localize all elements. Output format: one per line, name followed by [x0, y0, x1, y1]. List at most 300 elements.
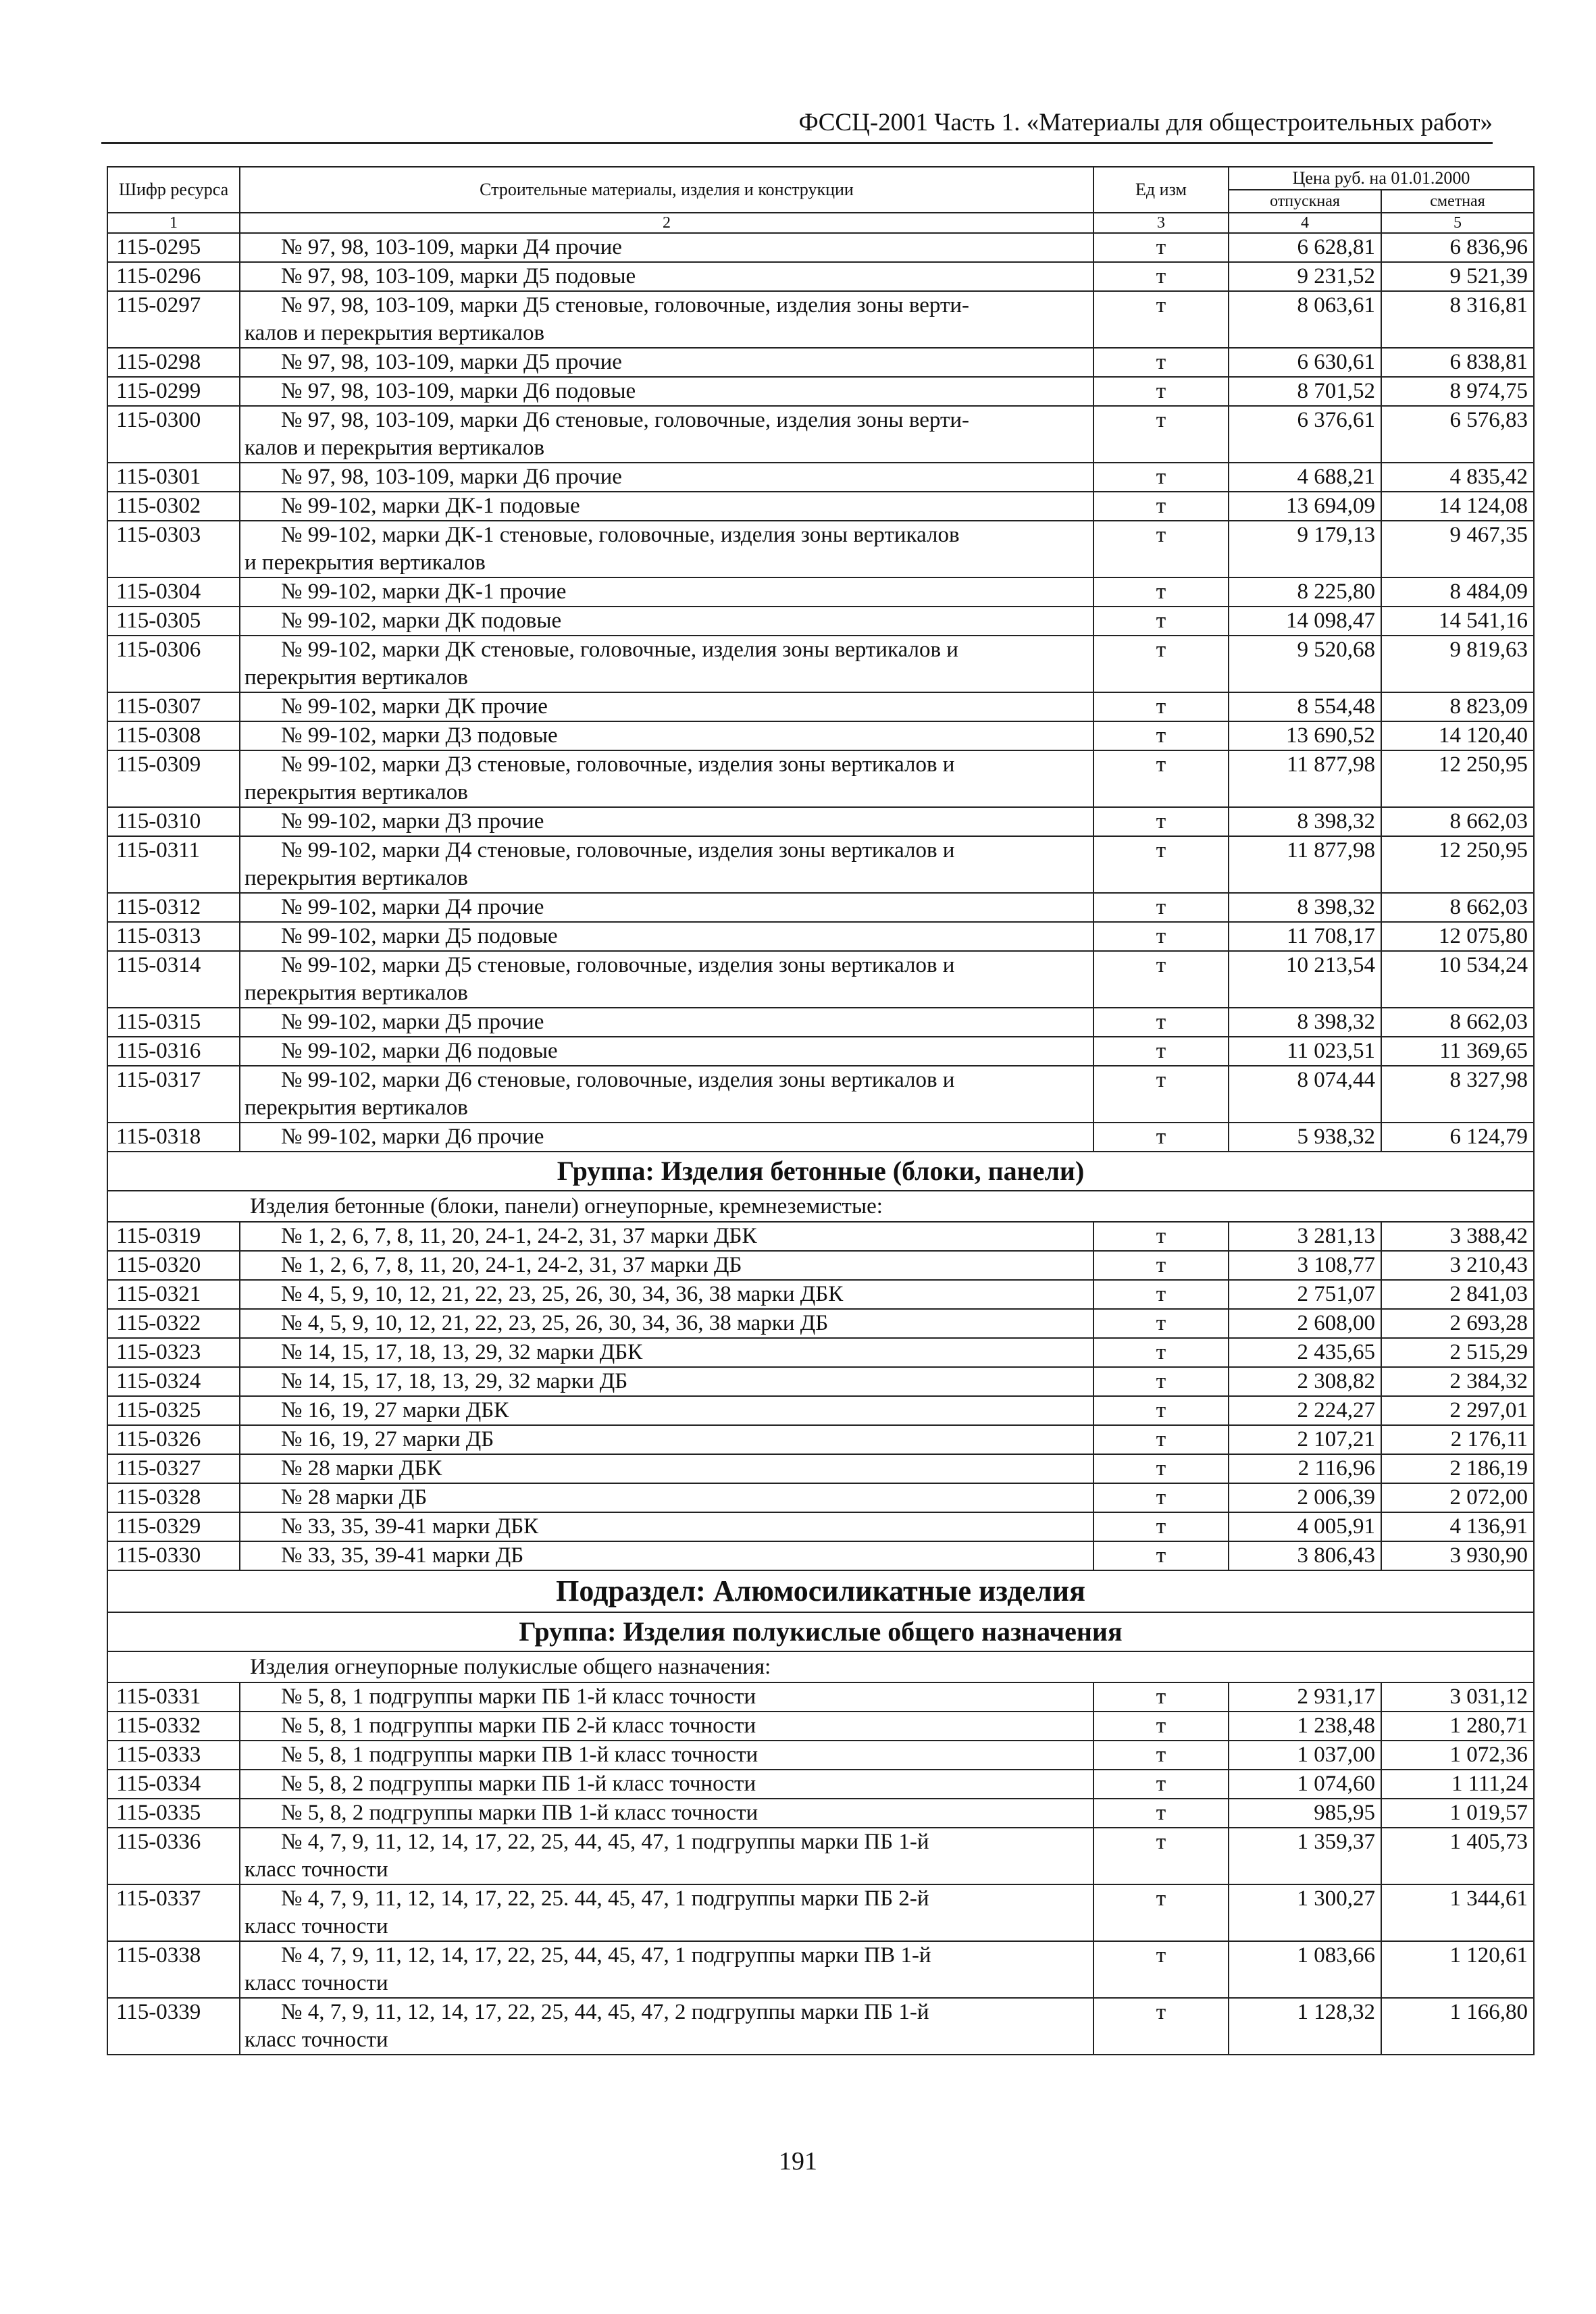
resource-name-line: № 99-102, марки ДК-1 подовые [281, 494, 580, 518]
page-number: 191 [779, 2147, 817, 2176]
resource-name-line: № 97, 98, 103-109, марки Д6 стеновые, головочные, изделия зоны верти- [281, 408, 970, 432]
section-heading: Подраздел: Алюмосиликатные изделия [107, 1570, 1534, 1612]
table-row [107, 807, 1534, 836]
unit: т [1093, 807, 1229, 836]
unit: т [1093, 692, 1229, 721]
resource-name-line: № 4, 7, 9, 11, 12, 14, 17, 22, 25, 44, 45, 47, 1 подгруппы марки ПБ 1-й [281, 1830, 929, 1854]
estimate-price: 12 075,80 [1381, 922, 1534, 951]
resource-code: 115-0296 [107, 262, 240, 291]
resource-name-line: № 99-102, марки Д6 стеновые, головочные, изделия зоны вертикалов и [281, 1068, 955, 1092]
table-row [107, 1941, 1534, 1998]
table-row [107, 1222, 1534, 1251]
table-row [107, 1828, 1534, 1884]
estimate-price: 3 930,90 [1381, 1541, 1534, 1570]
unit: т [1093, 1425, 1229, 1454]
estimate-price: 14 120,40 [1381, 721, 1534, 750]
release-price: 6 630,61 [1229, 348, 1381, 377]
resource-name [240, 951, 1093, 1008]
resource-name [240, 262, 1093, 291]
resource-code: 115-0337 [107, 1884, 240, 1941]
table-row [107, 1066, 1534, 1123]
release-price: 2 308,82 [1229, 1367, 1381, 1396]
resource-name [240, 1425, 1093, 1454]
table-row [107, 348, 1534, 377]
resource-code: 115-0303 [107, 521, 240, 577]
resource-name [240, 348, 1093, 377]
resource-code: 115-0302 [107, 492, 240, 521]
resource-name-line: № 97, 98, 103-109, марки Д4 прочие [281, 235, 622, 259]
table-row [107, 577, 1534, 607]
table-row [107, 1799, 1534, 1828]
resource-name-line: № 4, 7, 9, 11, 12, 14, 17, 22, 25. 44, 45, 47, 1 подгруппы марки ПБ 2-й [281, 1886, 929, 1911]
release-price: 6 628,81 [1229, 233, 1381, 262]
unit: т [1093, 1251, 1229, 1280]
estimate-price: 2 841,03 [1381, 1280, 1534, 1309]
release-price: 1 128,32 [1229, 1998, 1381, 2055]
unit: т [1093, 1541, 1229, 1570]
resource-name-continuation: класс точности [244, 1857, 388, 1882]
unit: т [1093, 1066, 1229, 1123]
resource-name-line: № 99-102, марки Д5 стеновые, головочные, изделия зоны вертикалов и [281, 953, 955, 977]
estimate-price: 2 693,28 [1381, 1309, 1534, 1338]
unit: т [1093, 1309, 1229, 1338]
resource-name-continuation: перекрытия вертикалов [244, 866, 468, 890]
resource-code: 115-0322 [107, 1309, 240, 1338]
estimate-price: 8 316,81 [1381, 291, 1534, 348]
unit: т [1093, 607, 1229, 636]
resource-name-line: № 16, 19, 27 марки ДБК [281, 1398, 509, 1422]
table-header [107, 167, 1534, 233]
unit: т [1093, 836, 1229, 893]
column-number: 3 [1093, 213, 1229, 233]
release-price: 1 074,60 [1229, 1770, 1381, 1799]
resource-code: 115-0300 [107, 406, 240, 463]
unit: т [1093, 1483, 1229, 1512]
header-unit: Ед изм [1093, 167, 1229, 213]
unit: т [1093, 521, 1229, 577]
table-row [107, 1712, 1534, 1741]
table-row [107, 1037, 1534, 1066]
resource-name-line: № 14, 15, 17, 18, 13, 29, 32 марки ДБК [281, 1340, 643, 1364]
resource-code: 115-0334 [107, 1770, 240, 1799]
estimate-price: 1 019,57 [1381, 1799, 1534, 1828]
release-price: 13 690,52 [1229, 721, 1381, 750]
unit: т [1093, 951, 1229, 1008]
table-row [107, 1280, 1534, 1309]
estimate-price: 9 467,35 [1381, 521, 1534, 577]
estimate-price: 3 210,43 [1381, 1251, 1534, 1280]
resource-name-line: № 97, 98, 103-109, марки Д6 прочие [281, 465, 622, 489]
table-row [107, 721, 1534, 750]
table-row [107, 922, 1534, 951]
resource-name [240, 521, 1093, 577]
resource-name [240, 1712, 1093, 1741]
resource-name [240, 233, 1093, 262]
resource-name-line: № 99-102, марки ДК-1 стеновые, головочные, изделия зоны вертикалов [281, 523, 960, 547]
resource-name [240, 721, 1093, 750]
unit: т [1093, 1682, 1229, 1712]
table-row [107, 521, 1534, 577]
estimate-price: 9 521,39 [1381, 262, 1534, 291]
release-price: 1 037,00 [1229, 1741, 1381, 1770]
estimate-price: 8 662,03 [1381, 893, 1534, 922]
release-price: 11 023,51 [1229, 1037, 1381, 1066]
resource-code: 115-0298 [107, 348, 240, 377]
resource-code: 115-0327 [107, 1454, 240, 1483]
unit: т [1093, 1367, 1229, 1396]
table-row [107, 291, 1534, 348]
unit: т [1093, 377, 1229, 406]
resource-name [240, 692, 1093, 721]
table-row [107, 636, 1534, 692]
table-row [107, 463, 1534, 492]
table-body [107, 233, 1534, 2055]
release-price: 2 107,21 [1229, 1425, 1381, 1454]
resource-name [240, 636, 1093, 692]
resource-code: 115-0325 [107, 1396, 240, 1425]
unit: т [1093, 1454, 1229, 1483]
resource-code: 115-0301 [107, 463, 240, 492]
estimate-price: 4 136,91 [1381, 1512, 1534, 1541]
resource-code: 115-0324 [107, 1367, 240, 1396]
resource-code: 115-0329 [107, 1512, 240, 1541]
unit: т [1093, 750, 1229, 807]
table-row [107, 1884, 1534, 1941]
resource-name [240, 893, 1093, 922]
resource-code: 115-0310 [107, 807, 240, 836]
resource-name [240, 577, 1093, 607]
resource-code: 115-0305 [107, 607, 240, 636]
estimate-price: 9 819,63 [1381, 636, 1534, 692]
unit: т [1093, 922, 1229, 951]
resource-name-line: № 4, 7, 9, 11, 12, 14, 17, 22, 25, 44, 45, 47, 1 подгруппы марки ПВ 1-й [281, 1943, 931, 1968]
resource-name [240, 1037, 1093, 1066]
resource-code: 115-0308 [107, 721, 240, 750]
resource-name [240, 1770, 1093, 1799]
resource-name-line: № 4, 7, 9, 11, 12, 14, 17, 22, 25, 44, 45, 47, 2 подгруппы марки ПБ 1-й [281, 2000, 929, 2024]
resource-name-line: № 4, 5, 9, 10, 12, 21, 22, 23, 25, 26, 30, 34, 36, 38 марки ДБ [281, 1311, 829, 1335]
estimate-price: 1 166,80 [1381, 1998, 1534, 2055]
resource-name-line: № 14, 15, 17, 18, 13, 29, 32 марки ДБ [281, 1369, 628, 1393]
table-row [107, 750, 1534, 807]
resource-code: 115-0318 [107, 1123, 240, 1152]
resource-name-continuation: и перекрытия вертикалов [244, 550, 486, 575]
group-heading-row [107, 1152, 1534, 1191]
resource-code: 115-0320 [107, 1251, 240, 1280]
table-row [107, 406, 1534, 463]
estimate-price: 8 974,75 [1381, 377, 1534, 406]
resource-name-line: № 5, 8, 2 подгруппы марки ПВ 1-й класс точности [281, 1801, 758, 1825]
estimate-price: 8 823,09 [1381, 692, 1534, 721]
page-header: ФССЦ-2001 Часть 1. «Материалы для общестроительных работ» [101, 108, 1493, 144]
release-price: 8 074,44 [1229, 1066, 1381, 1123]
group-heading: Группа: Изделия полукислые общего назначения [107, 1612, 1534, 1651]
release-price: 8 398,32 [1229, 893, 1381, 922]
resource-name-line: № 5, 8, 1 подгруппы марки ПБ 2-й класс точности [281, 1714, 756, 1738]
unit: т [1093, 1712, 1229, 1741]
resource-code: 115-0295 [107, 233, 240, 262]
unit: т [1093, 1941, 1229, 1998]
resource-name [240, 1367, 1093, 1396]
resource-name [240, 291, 1093, 348]
estimate-price: 12 250,95 [1381, 836, 1534, 893]
unit: т [1093, 1008, 1229, 1037]
resource-code: 115-0328 [107, 1483, 240, 1512]
release-price: 9 179,13 [1229, 521, 1381, 577]
resource-name-line: № 5, 8, 1 подгруппы марки ПБ 1-й класс точности [281, 1685, 756, 1709]
resource-code: 115-0315 [107, 1008, 240, 1037]
group-note-row [107, 1191, 1534, 1222]
table-row [107, 1483, 1534, 1512]
resource-code: 115-0332 [107, 1712, 240, 1741]
unit: т [1093, 406, 1229, 463]
estimate-price: 14 124,08 [1381, 492, 1534, 521]
resource-code: 115-0309 [107, 750, 240, 807]
resource-name [240, 807, 1093, 836]
unit: т [1093, 1037, 1229, 1066]
resource-name-continuation: перекрытия вертикалов [244, 780, 468, 804]
resource-code: 115-0330 [107, 1541, 240, 1570]
resource-name [240, 1998, 1093, 2055]
resource-name [240, 463, 1093, 492]
estimate-price: 1 405,73 [1381, 1828, 1534, 1884]
resource-name-continuation: класс точности [244, 1914, 388, 1938]
unit: т [1093, 721, 1229, 750]
column-number: 4 [1229, 213, 1381, 233]
resource-code: 115-0336 [107, 1828, 240, 1884]
release-price: 1 083,66 [1229, 1941, 1381, 1998]
release-price: 10 213,54 [1229, 951, 1381, 1008]
release-price: 3 806,43 [1229, 1541, 1381, 1570]
table-row [107, 1425, 1534, 1454]
resource-name [240, 1884, 1093, 1941]
resource-name-line: № 5, 8, 2 подгруппы марки ПБ 1-й класс точности [281, 1772, 756, 1796]
unit: т [1093, 1222, 1229, 1251]
resource-name [240, 1338, 1093, 1367]
estimate-price: 3 031,12 [1381, 1682, 1534, 1712]
unit: т [1093, 1741, 1229, 1770]
resource-name-line: № 1, 2, 6, 7, 8, 11, 20, 24-1, 24-2, 31, 37 марки ДБ [281, 1253, 742, 1277]
release-price: 9 520,68 [1229, 636, 1381, 692]
table-row [107, 1512, 1534, 1541]
resource-name [240, 1541, 1093, 1570]
header-code: Шифр ресурса [107, 167, 240, 213]
unit: т [1093, 463, 1229, 492]
resource-code: 115-0339 [107, 1998, 240, 2055]
estimate-price: 10 534,24 [1381, 951, 1534, 1008]
column-number: 5 [1381, 213, 1534, 233]
resource-name [240, 406, 1093, 463]
estimate-price: 4 835,42 [1381, 463, 1534, 492]
resource-name [240, 750, 1093, 807]
resource-code: 115-0333 [107, 1741, 240, 1770]
resource-name-line: № 99-102, марки Д5 прочие [281, 1010, 544, 1034]
table-row [107, 1367, 1534, 1396]
resource-name-line: № 28 марки ДБК [281, 1456, 442, 1481]
column-number: 2 [240, 213, 1093, 233]
release-price: 8 398,32 [1229, 1008, 1381, 1037]
resource-code: 115-0326 [107, 1425, 240, 1454]
table-row [107, 893, 1534, 922]
resource-name-line: № 99-102, марки Д6 прочие [281, 1125, 544, 1149]
estimate-price: 12 250,95 [1381, 750, 1534, 807]
unit: т [1093, 577, 1229, 607]
estimate-price: 3 388,42 [1381, 1222, 1534, 1251]
resource-name [240, 1828, 1093, 1884]
resource-name-line: № 1, 2, 6, 7, 8, 11, 20, 24-1, 24-2, 31, 37 марки ДБК [281, 1224, 757, 1248]
table-row [107, 1338, 1534, 1367]
release-price: 2 608,00 [1229, 1309, 1381, 1338]
resource-name-line: № 97, 98, 103-109, марки Д5 стеновые, головочные, изделия зоны верти- [281, 293, 970, 317]
resource-name-line: № 28 марки ДБ [281, 1485, 428, 1510]
table-row [107, 1396, 1534, 1425]
unit: т [1093, 1512, 1229, 1541]
unit: т [1093, 1799, 1229, 1828]
resource-name-line: № 33, 35, 39-41 марки ДБ [281, 1543, 524, 1568]
resource-name [240, 1454, 1093, 1483]
estimate-price: 2 515,29 [1381, 1338, 1534, 1367]
resource-name [240, 1941, 1093, 1998]
estimate-price: 6 838,81 [1381, 348, 1534, 377]
release-price: 1 359,37 [1229, 1828, 1381, 1884]
estimate-price: 1 120,61 [1381, 1941, 1534, 1998]
resource-name-continuation: перекрытия вертикалов [244, 981, 468, 1005]
estimate-price: 8 662,03 [1381, 807, 1534, 836]
unit: т [1093, 262, 1229, 291]
estimate-price: 1 344,61 [1381, 1884, 1534, 1941]
resource-code: 115-0307 [107, 692, 240, 721]
estimate-price: 6 124,79 [1381, 1123, 1534, 1152]
resource-name-line: № 99-102, марки ДК стеновые, головочные, изделия зоны вертикалов и [281, 638, 958, 662]
resource-code: 115-0299 [107, 377, 240, 406]
resource-code: 115-0297 [107, 291, 240, 348]
table-row [107, 1008, 1534, 1037]
resource-name [240, 1682, 1093, 1712]
table-row [107, 692, 1534, 721]
section-heading-row [107, 1570, 1534, 1612]
resource-name [240, 922, 1093, 951]
estimate-price: 1 072,36 [1381, 1741, 1534, 1770]
table-row [107, 377, 1534, 406]
resource-name-continuation: класс точности [244, 2028, 388, 2052]
release-price: 11 708,17 [1229, 922, 1381, 951]
release-price: 8 063,61 [1229, 291, 1381, 348]
resource-name-line: № 99-102, марки Д3 прочие [281, 809, 544, 833]
resource-name-continuation: калов и перекрытия вертикалов [244, 321, 545, 345]
unit: т [1093, 1770, 1229, 1799]
release-price: 11 877,98 [1229, 836, 1381, 893]
estimate-price: 2 072,00 [1381, 1483, 1534, 1512]
resource-code: 115-0314 [107, 951, 240, 1008]
estimate-price: 8 327,98 [1381, 1066, 1534, 1123]
release-price: 5 938,32 [1229, 1123, 1381, 1152]
estimate-price: 6 836,96 [1381, 233, 1534, 262]
resource-name-line: № 99-102, марки Д4 стеновые, головочные, изделия зоны вертикалов и [281, 838, 955, 863]
resource-name [240, 836, 1093, 893]
resource-name-line: № 99-102, марки ДК подовые [281, 609, 562, 633]
resource-code: 115-0331 [107, 1682, 240, 1712]
resource-name [240, 607, 1093, 636]
estimate-price: 2 186,19 [1381, 1454, 1534, 1483]
table-row [107, 951, 1534, 1008]
unit: т [1093, 1998, 1229, 2055]
resource-code: 115-0338 [107, 1941, 240, 1998]
resource-name-line: № 16, 19, 27 марки ДБ [281, 1427, 494, 1451]
release-price: 9 231,52 [1229, 262, 1381, 291]
release-price: 8 398,32 [1229, 807, 1381, 836]
release-price: 2 006,39 [1229, 1483, 1381, 1512]
resource-name [240, 1066, 1093, 1123]
resource-code: 115-0321 [107, 1280, 240, 1309]
resource-code: 115-0317 [107, 1066, 240, 1123]
resource-name-line: № 97, 98, 103-109, марки Д5 подовые [281, 264, 636, 288]
header-price: Цена руб. на 01.01.2000 [1229, 167, 1534, 190]
resource-name-line: № 5, 8, 1 подгруппы марки ПВ 1-й класс точности [281, 1743, 758, 1767]
group-heading: Группа: Изделия бетонные (блоки, панели) [107, 1152, 1534, 1191]
resource-name-line: № 99-102, марки Д6 подовые [281, 1039, 558, 1063]
resource-code: 115-0313 [107, 922, 240, 951]
estimate-price: 2 176,11 [1381, 1425, 1534, 1454]
release-price: 3 108,77 [1229, 1251, 1381, 1280]
estimate-price: 2 384,32 [1381, 1367, 1534, 1396]
estimate-price: 1 280,71 [1381, 1712, 1534, 1741]
table-row [107, 233, 1534, 262]
unit: т [1093, 1280, 1229, 1309]
table-row [107, 1309, 1534, 1338]
table-row [107, 1998, 1534, 2055]
resource-name [240, 1123, 1093, 1152]
resource-name [240, 1222, 1093, 1251]
resource-name-line: № 99-102, марки ДК прочие [281, 694, 548, 719]
release-price: 11 877,98 [1229, 750, 1381, 807]
resource-name-continuation: калов и перекрытия вертикалов [244, 436, 545, 460]
estimate-price: 8 484,09 [1381, 577, 1534, 607]
column-number: 1 [107, 213, 240, 233]
resource-name-continuation: перекрытия вертикалов [244, 665, 468, 690]
group-note-row [107, 1651, 1534, 1682]
estimate-price: 1 111,24 [1381, 1770, 1534, 1799]
header-name: Строительные материалы, изделия и конструкции [240, 167, 1093, 213]
resource-name-line: № 33, 35, 39-41 марки ДБК [281, 1514, 539, 1539]
release-price: 14 098,47 [1229, 607, 1381, 636]
release-price: 6 376,61 [1229, 406, 1381, 463]
price-table [107, 166, 1535, 2055]
release-price: 2 224,27 [1229, 1396, 1381, 1425]
table-row [107, 492, 1534, 521]
release-price: 2 751,07 [1229, 1280, 1381, 1309]
resource-code: 115-0311 [107, 836, 240, 893]
resource-code: 115-0316 [107, 1037, 240, 1066]
table-row [107, 607, 1534, 636]
resource-name-line: № 97, 98, 103-109, марки Д5 прочие [281, 350, 622, 374]
table-row [107, 1741, 1534, 1770]
resource-name-line: № 4, 5, 9, 10, 12, 21, 22, 23, 25, 26, 30, 34, 36, 38 марки ДБК [281, 1282, 844, 1306]
release-price: 8 554,48 [1229, 692, 1381, 721]
resource-name-line: № 99-102, марки Д5 подовые [281, 924, 558, 948]
group-note: Изделия огнеупорные полукислые общего назначения: [107, 1651, 1534, 1682]
release-price: 985,95 [1229, 1799, 1381, 1828]
resource-name-continuation: класс точности [244, 1971, 388, 1995]
resource-name [240, 1741, 1093, 1770]
resource-name [240, 1799, 1093, 1828]
unit: т [1093, 1828, 1229, 1884]
group-note: Изделия бетонные (блоки, панели) огнеупорные, кремнеземистые: [107, 1191, 1534, 1222]
resource-name [240, 1483, 1093, 1512]
resource-name-line: № 99-102, марки ДК-1 прочие [281, 580, 567, 604]
unit: т [1093, 233, 1229, 262]
resource-name [240, 1309, 1093, 1338]
estimate-price: 14 541,16 [1381, 607, 1534, 636]
